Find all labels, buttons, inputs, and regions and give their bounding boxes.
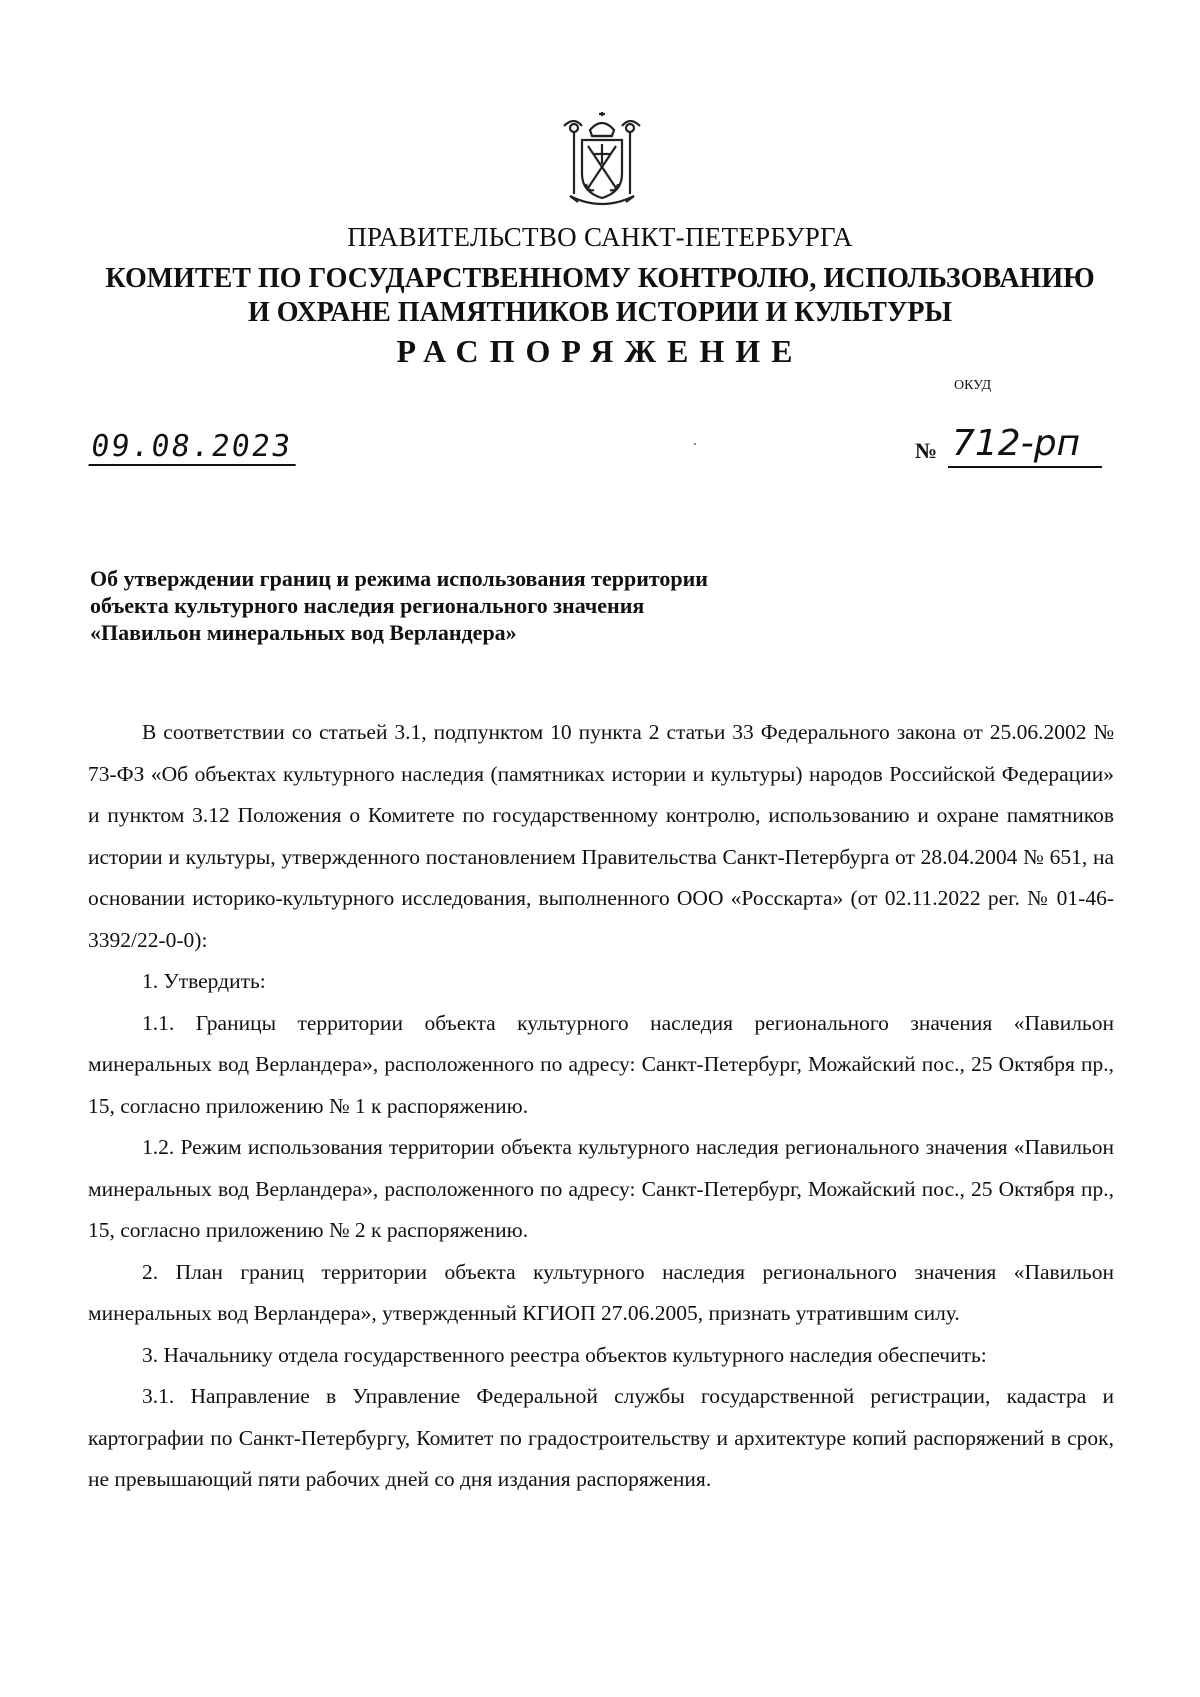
document-date: 09.08.2023 — [88, 430, 300, 466]
st-petersburg-coat-of-arms-icon — [552, 112, 652, 212]
okud-label: ОКУД — [954, 378, 992, 393]
subject-line-3: «Павильон минеральных вод Верландера» — [90, 620, 517, 645]
subject-line-2: объекта культурного наследия регионального значения — [90, 593, 645, 618]
document-body — [88, 712, 1114, 1501]
subject-line-1: Об утверждении границ и режима использования территории — [90, 566, 708, 591]
clause-1-2: 1.2. Режим использования территории объекта культурного наследия регионального значения «Павильон минеральных вод Верландера», расположенного по адресу: Санкт-Петербург, Можайский пос., 25 Октября пр., 15, согласно приложению № 2 к распоряжению. — [88, 1135, 1114, 1242]
government-name: ПРАВИТЕЛЬСТВО САНКТ-ПЕТЕРБУРГА — [347, 222, 853, 252]
document-number: 712-рп — [948, 422, 1102, 468]
clause-1-1: 1.1. Границы территории объекта культурного наследия регионального значения «Павильон минеральных вод Верландера», расположенного по адресу: Санкт-Петербург, Можайский пос., 25 Октября пр., 15, согласно приложению № 1 к распоряжению. — [88, 1010, 1114, 1118]
preamble-paragraph: В соответствии со статьей 3.1, подпунктом 10 пункта 2 статьи 33 Федерального закона от 25.06.2002 № 73-ФЗ «Об объектах культурного наследия (памятниках истории и культуры) народов Российской Федерации» и пунктом 3.12 Положения о Комитете по государственному контролю, использованию и охране памятников истории и культуры, утвержденного постановлением Правительства Санкт-Петербурга от 28.04.2004 № 651, на основании историко-культурного исследования, выполненного ООО «Росскарта» (от 02.11.2022 рег. № 01-46-3392/22-0-0): — [88, 720, 1114, 952]
clause-3: 3. Начальнику отдела государственного реестра объектов культурного наследия обеспечить: — [142, 1342, 987, 1367]
committee-name-line-1: КОМИТЕТ ПО ГОСУДАРСТВЕННОМУ КОНТРОЛЮ, ИСПОЛЬЗОВАНИЮ — [105, 263, 1095, 294]
document-number-label: № — [915, 438, 938, 463]
document-subject — [90, 565, 990, 646]
clause-1: 1. Утвердить: — [142, 969, 266, 993]
document-type-title: РАСПОРЯЖЕНИЕ — [396, 333, 804, 369]
clause-2: 2. План границ территории объекта культурного наследия регионального значения «Павильон минеральных вод Верландера», утвержденный КГИОП 27.06.2005, признать утратившим силу. — [88, 1259, 1114, 1325]
committee-name-line-2: И ОХРАНЕ ПАМЯТНИКОВ ИСТОРИИ И КУЛЬТУРЫ — [248, 297, 952, 328]
clause-3-1: 3.1. Направление в Управление Федеральной службы государственной регистрации, кадастра и картографии по Санкт-Петербургу, Комитет по градостроительству и архитектуре копий распоряжений в срок, не превышающий пяти рабочих дней со дня издания распоряжения. — [88, 1384, 1114, 1491]
committee-name — [0, 262, 1200, 330]
scan-speck — [694, 443, 696, 445]
